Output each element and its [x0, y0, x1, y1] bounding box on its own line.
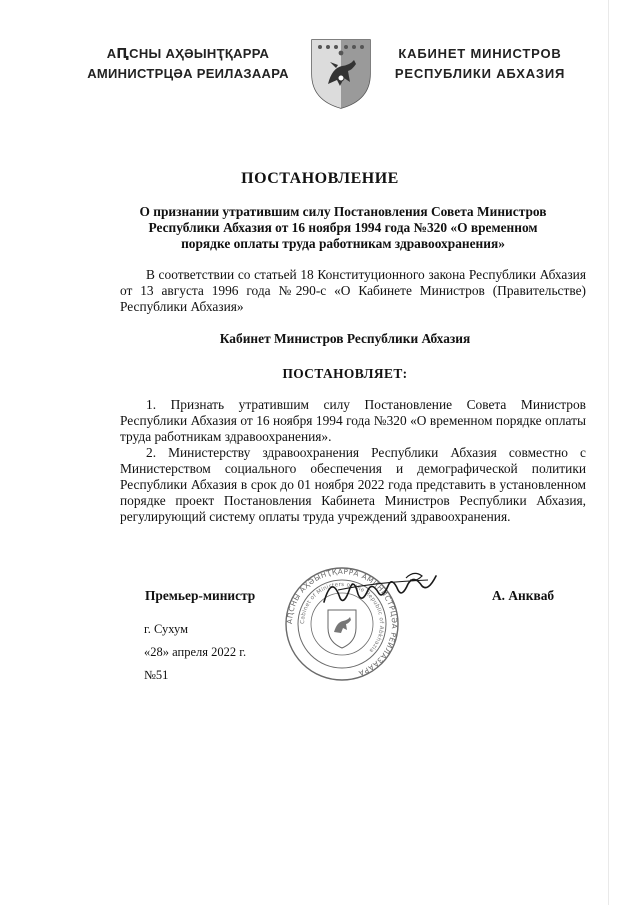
- subject-line-1: О признании утратившим силу Постановления Совета Министров: [139, 204, 547, 219]
- coat-of-arms-emblem: [310, 38, 372, 110]
- decree-heading: ПОСТАНОВЛЯЕТ:: [282, 366, 408, 381]
- cabinet-heading: Кабинет Министров Республики Абхазия: [219, 331, 471, 346]
- document-subject: [100, 204, 586, 252]
- header-right-line2: РЕСПУБЛИКИ АБХАЗИЯ: [394, 66, 566, 81]
- subject-line-2: Республики Абхазия от 16 ноября 1994 года №320 «О временном: [148, 220, 538, 235]
- header-left-line2: АМИНИСТРЦӘА РЕИЛАЗААРА: [87, 66, 289, 81]
- header-left-abkhaz: [82, 44, 294, 84]
- issue-date: «28» апреля 2022 г.: [144, 645, 247, 659]
- header-left-line1: АԤСНЫ АҲӘЫНҬҚАРРА: [106, 46, 270, 61]
- seal-inner-text: Cabinet of Ministers of the Republic of Abkhazia: [299, 581, 385, 654]
- issue-city: г. Сухум: [144, 622, 189, 636]
- preamble-paragraph: В соответствии со статьей 18 Конституционного закона Республики Абхазия от 13 августа 1996 года №290-с «О Кабинете Министров (Правительстве) Республики Абхазия»: [120, 267, 586, 314]
- header-right-russian: [386, 44, 574, 84]
- document-title: ПОСТАНОВЛЕНИЕ: [241, 170, 399, 187]
- scan-edge-line: [608, 0, 609, 905]
- handwritten-signature: [318, 568, 442, 612]
- decree-item-2: 2. Министерству здравоохранения Республики Абхазия совместно с Министерством социального обеспечения и демографической политики Республики Абхазия в срок до 01 ноября 2022 года представить в установленном порядке проект Постановления Кабинета Министров Республики Абхазия, регулирующий систему оплаты труда учреждений здравоохранения.: [120, 445, 586, 524]
- subject-line-3: порядке оплаты труда работникам здравоохранения»: [181, 236, 505, 251]
- decree-items: [120, 397, 586, 525]
- signatory-position: Премьер-министр: [145, 588, 256, 603]
- decree-item-1: 1. Признать утратившим силу Постановление Совета Министров Республики Абхазия от 16 ноября 1994 года №320 «О временном порядке оплаты труда работникам здравоохранения».: [120, 397, 586, 444]
- document-number: №51: [144, 668, 169, 682]
- signatory-name: А. Анкваб: [492, 588, 555, 603]
- seal-outer-text: АԤСНЫ АҲӘЫНҬҚАРРА АМИНИСТРЦӘА РЕИЛАЗААРА: [284, 566, 400, 679]
- header-right-line1: КАБИНЕТ МИНИСТРОВ: [398, 46, 562, 61]
